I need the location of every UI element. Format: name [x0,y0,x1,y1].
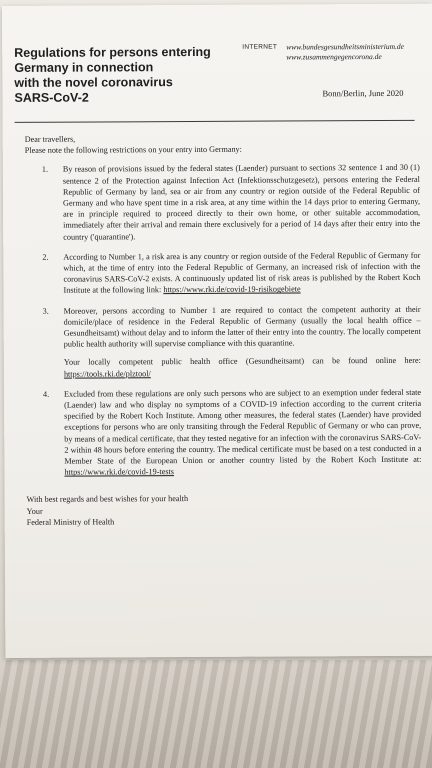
title-line-1: Regulations for persons entering [14,44,211,60]
greeting: Dear travellers, [24,134,76,144]
url-campaign: www.zusammengegencorona.de [286,52,382,62]
item-text: Excluded from these regulations are only such persons who are subject to an exemption under federal state (Laender) law and who display no symptoms of a COVID-19 infection according to the current criteria specified by the Robert Koch Institute. Among other measures, the federal states (Laender) have provided exceptions for persons who are only transiting through the Federal Republic of Germany or who can prove, by means of a medical certificate, that they tested negative for an infection with the coronavirus SARS-CoV-2 within 48 hours before entering the country. The medical certificate must be based on a test conducted in a Member State of the European Union or another country listed by the Robert Koch Institute at: [64,387,422,466]
item-text: Moreover, persons according to Number 1 are required to contact the competent authority at their domicile/place of residence in the Federal Republic of Germany (usually the local health office – Gesundheitsamt) without delay and to inform the latter of their entry into the country. The locally competent public health authority will supervise compliance with this quarantine. [63,304,421,349]
url-ministry: www.bundesgesundheitsministerium.de [286,41,405,52]
document-title [14,45,214,106]
list-item [26,387,421,479]
closing-line-3: Federal Ministry of Health [26,517,115,527]
closing-line-1: With best regards and best wishes for your health [26,494,189,505]
list-item [25,250,420,297]
title-line-2: Germany in connection [14,60,154,75]
item-number: 4. [43,389,50,399]
letter-body [25,132,422,528]
document-sheet [2,4,432,658]
internet-block [242,41,432,62]
risk-areas-link[interactable]: https://www.rki.de/covid-19-risikogebiete [163,284,301,295]
closing [27,492,422,528]
title-line-4: SARS-CoV-2 [14,90,89,105]
item-number: 2. [42,252,49,262]
health-office-text: Your locally competent public health office (Gesundheitsamt) can be found online here: [63,356,421,368]
health-office-link[interactable]: https://tools.rki.de/plztool/ [63,368,151,379]
item-text: According to Number 1, a risk area is any country or region outside of the Federal Republic of Germany for which, at the time of entry into the Federal Republic of Germany, an increased risk of infection with the coronavirus SARS-CoV-2 exists. A continuously updated list of risk areas is published by the Robert Koch Institute at the following link: [63,250,421,296]
health-office-note [26,355,421,379]
header-divider [15,120,415,123]
closing-line-2: Your [26,506,43,516]
fabric-surface [0,660,432,768]
item-text: By reason of provisions issued by the federal states (Laender) pursuant to sections 32 sentence 1 and 30 (1) sentence 2 of the Protection against Infection Act (Infektionsschutzgesetz), persons entering the Federal Republic of Germany by land, sea or air from any country or region outside of the Federal Republic of Germany and who have spent time in a risk area, at any time within the 14 days prior to entering Germany, are in principle required to proceed directly to their own home, or other suitable accommodation, immediately after their arrival and remain there exclusively for a period of 14 days after their entry into the country ('quarantine'). [62,163,421,242]
intro-text: Please note the following restrictions on your entry into Germany: [24,144,242,156]
internet-label: INTERNET [242,43,278,51]
item-number: 3. [42,306,49,316]
title-line-3: with the novel coronavirus [14,75,173,90]
covid-tests-link[interactable]: https://www.rki.de/covid-19-tests [64,467,174,477]
item-number: 1. [41,165,49,175]
list-item [25,162,420,242]
list-item [26,303,421,350]
place-date: Bonn/Berlin, June 2020 [322,87,404,99]
